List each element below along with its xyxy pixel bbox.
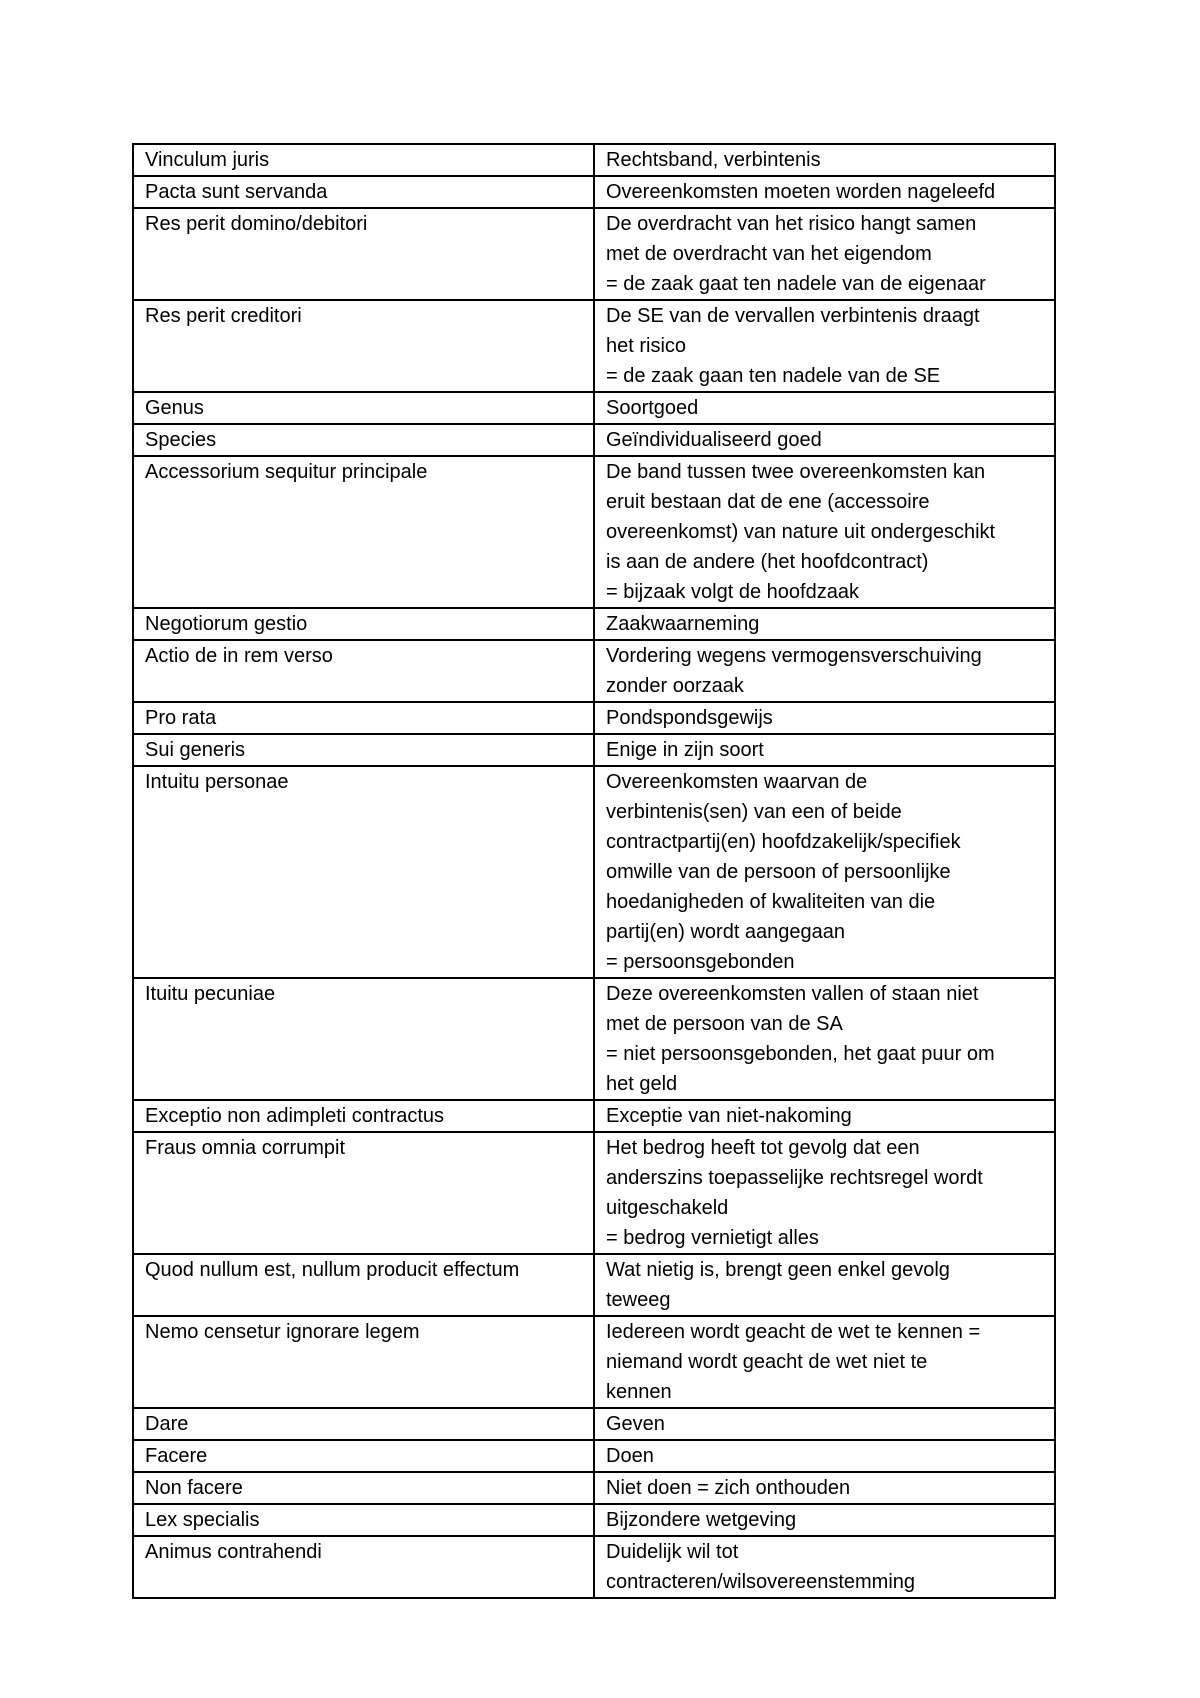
definition-cell [594,702,1055,734]
term-cell [133,424,594,456]
table-row [133,144,1055,176]
term-cell [133,456,594,608]
definition-line: overeenkomst) van nature uit ondergeschikt [606,521,996,543]
definition-cell [594,176,1055,208]
table-row [133,392,1055,424]
definition-line: Enige in zijn soort [606,739,764,761]
table-row [133,300,1055,392]
definition-line: = de zaak gaat ten nadele van de eigenaar [606,273,986,295]
latin-term: Species [145,429,217,451]
definition-cell [594,424,1055,456]
definition-cell [594,1316,1055,1408]
latin-term: Sui generis [145,739,246,761]
table-row [133,1254,1055,1316]
definition-cell [594,734,1055,766]
definition-cell [594,608,1055,640]
term-cell [133,176,594,208]
latin-term: Exceptio non adimpleti contractus [145,1105,445,1127]
definition-line: Overeenkomsten waarvan de [606,771,868,793]
definition-line: contracteren/wilsovereenstemming [606,1571,916,1593]
latin-term: Fraus omnia corrumpit [145,1137,346,1159]
latin-term: Nemo censetur ignorare legem [145,1321,420,1343]
definition-line: eruit bestaan dat de ene (accessoire [606,491,930,513]
definition-cell [594,1440,1055,1472]
definition-line: = bedrog vernietigt alles [606,1227,819,1249]
definition-line: = persoonsgebonden [606,951,795,973]
table-row [133,456,1055,608]
latin-term: Ituitu pecuniae [145,983,276,1005]
term-cell [133,734,594,766]
term-cell [133,608,594,640]
definition-line: Overeenkomsten moeten worden nageleefd [606,181,996,203]
term-cell [133,1472,594,1504]
definition-line: Deze overeenkomsten vallen of staan niet [606,983,979,1005]
table-row [133,640,1055,702]
definition-line: De overdracht van het risico hangt samen [606,213,977,235]
definition-line: Vordering wegens vermogensverschuiving [606,645,982,667]
definition-cell [594,1408,1055,1440]
table-row [133,1440,1055,1472]
table-row [133,176,1055,208]
term-cell [133,208,594,300]
definition-cell [594,392,1055,424]
term-cell [133,1536,594,1598]
definition-line: contractpartij(en) hoofdzakelijk/specifiek [606,831,961,853]
definition-line: Pondspondsgewijs [606,707,773,729]
definition-line: verbintenis(sen) van een of beide [606,801,902,823]
definition-cell [594,456,1055,608]
definition-line: Bijzondere wetgeving [606,1509,797,1531]
table-row [133,1132,1055,1254]
definition-cell [594,208,1055,300]
latin-term: Animus contrahendi [145,1541,322,1563]
term-cell [133,1408,594,1440]
term-cell [133,1316,594,1408]
definition-line: De SE van de vervallen verbintenis draagt [606,305,980,327]
latin-term: Negotiorum gestio [145,613,308,635]
latin-term: Res perit domino/debitori [145,213,368,235]
latin-term: Genus [145,397,204,419]
definition-cell [594,1504,1055,1536]
table-row [133,766,1055,978]
latin-term: Res perit creditori [145,305,302,327]
latin-term: Pro rata [145,707,217,729]
definition-line: Niet doen = zich onthouden [606,1477,851,1499]
latin-term: Vinculum juris [145,149,270,171]
definition-cell [594,1100,1055,1132]
definition-line: Het bedrog heeft tot gevolg dat een [606,1137,920,1159]
term-cell [133,392,594,424]
definition-line: het geld [606,1073,678,1095]
latin-term: Accessorium sequitur principale [145,461,428,483]
latin-term: Actio de in rem verso [145,645,333,667]
definition-cell [594,978,1055,1100]
table-row [133,702,1055,734]
term-cell [133,702,594,734]
term-cell [133,1100,594,1132]
definition-line: Iedereen wordt geacht de wet te kennen = [606,1321,981,1343]
term-cell [133,766,594,978]
table-row [133,208,1055,300]
table-row [133,1408,1055,1440]
latin-term: Facere [145,1445,208,1467]
definition-line: kennen [606,1381,672,1403]
definition-line: teweeg [606,1289,671,1311]
table-row [133,1504,1055,1536]
definition-line: omwille van de persoon of persoonlijke [606,861,951,883]
term-cell [133,144,594,176]
definition-line: met de persoon van de SA [606,1013,843,1035]
latin-term: Non facere [145,1477,243,1499]
definition-line: met de overdracht van het eigendom [606,243,932,265]
definition-line: is aan de andere (het hoofdcontract) [606,551,929,573]
definition-line: partij(en) wordt aangegaan [606,921,846,943]
latin-legal-terms-table [132,143,1056,1599]
definition-line: Doen [606,1445,654,1467]
table-row [133,424,1055,456]
definition-cell [594,144,1055,176]
latin-term: Quod nullum est, nullum producit effectum [145,1259,520,1281]
table-row [133,1536,1055,1598]
term-cell [133,300,594,392]
definition-line: Rechtsband, verbintenis [606,149,821,171]
definition-line: niemand wordt geacht de wet niet te [606,1351,928,1373]
definition-cell [594,1472,1055,1504]
latin-term: Dare [145,1413,189,1435]
definition-line: uitgeschakeld [606,1197,729,1219]
definition-line: Geven [606,1413,665,1435]
definition-line: zonder oorzaak [606,675,744,697]
definition-cell [594,1536,1055,1598]
table-row [133,1472,1055,1504]
definition-line: Soortgoed [606,397,699,419]
definition-line: Wat nietig is, brengt geen enkel gevolg [606,1259,950,1281]
latin-term: Lex specialis [145,1509,260,1531]
definition-line: Duidelijk wil tot [606,1541,739,1563]
definition-cell [594,300,1055,392]
table-row [133,734,1055,766]
term-cell [133,1504,594,1536]
definition-line: Exceptie van niet-nakoming [606,1105,852,1127]
definition-cell [594,640,1055,702]
definition-cell [594,1132,1055,1254]
definition-line: = de zaak gaan ten nadele van de SE [606,365,941,387]
definition-line: = niet persoonsgebonden, het gaat puur om [606,1043,995,1065]
term-cell [133,640,594,702]
term-cell [133,978,594,1100]
table-body [133,144,1055,1598]
definition-line: = bijzaak volgt de hoofdzaak [606,581,859,603]
definition-line: anderszins toepasselijke rechtsregel wordt [606,1167,983,1189]
latin-term: Intuitu personae [145,771,289,793]
definition-cell [594,766,1055,978]
definition-line: Geïndividualiseerd goed [606,429,822,451]
definition-line: hoedanigheden of kwaliteiten van die [606,891,936,913]
latin-term: Pacta sunt servanda [145,181,328,203]
term-cell [133,1254,594,1316]
definition-cell [594,1254,1055,1316]
term-cell [133,1132,594,1254]
definition-line: het risico [606,335,687,357]
term-cell [133,1440,594,1472]
table-row [133,1316,1055,1408]
definition-line: Zaakwaarneming [606,613,760,635]
table-row [133,978,1055,1100]
table-row [133,608,1055,640]
definition-line: De band tussen twee overeenkomsten kan [606,461,986,483]
table-row [133,1100,1055,1132]
